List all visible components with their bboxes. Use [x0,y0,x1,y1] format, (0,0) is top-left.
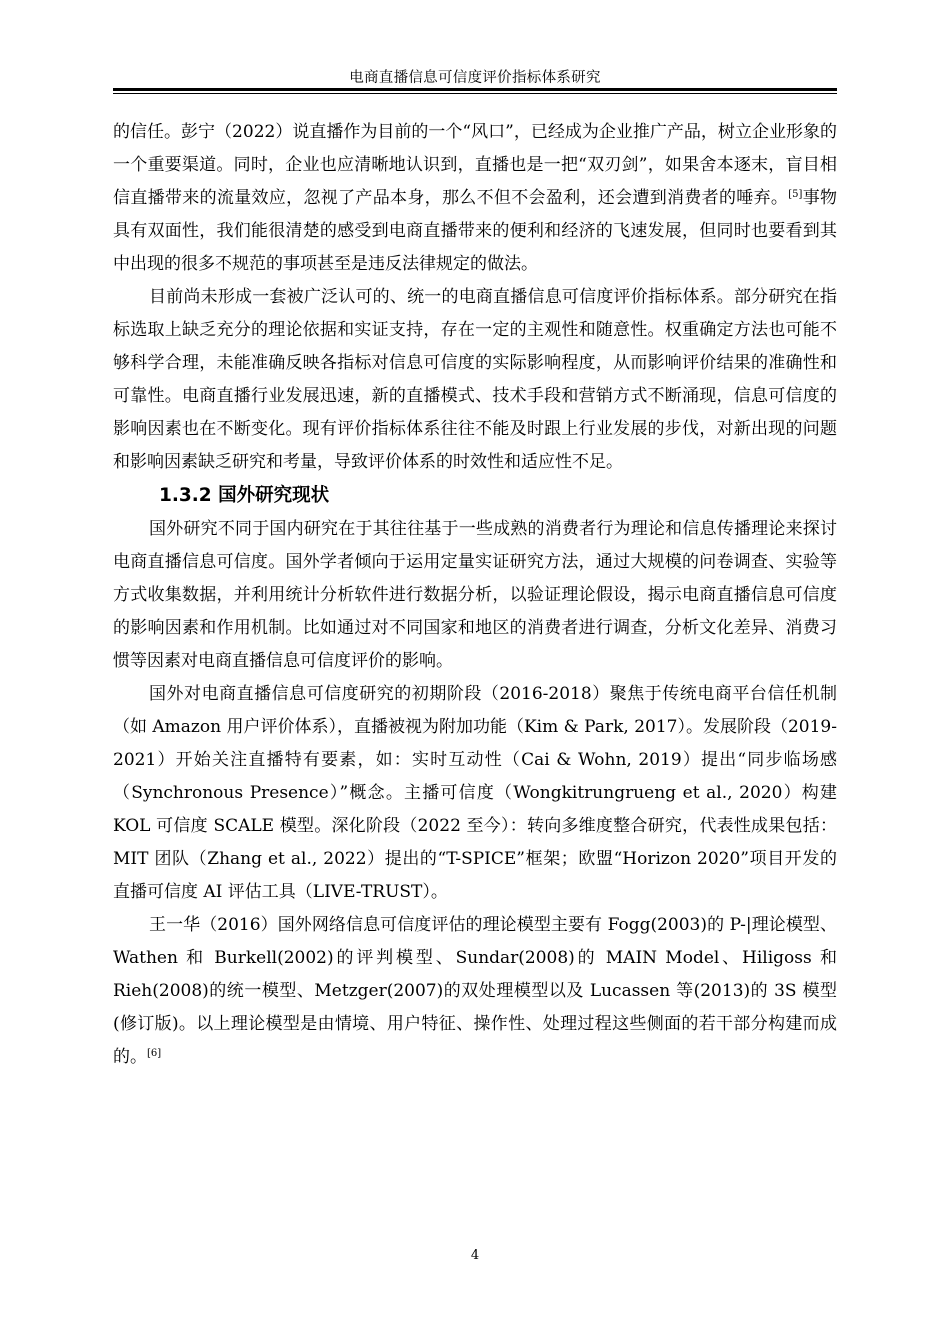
paragraph-text: 王一华（2016）国外网络信息可信度评估的理论模型主要有 Fogg(2003)的 P-|理论模型、Wathen 和 Burkell(2002)的评判模型、Sundar(2008)的 MAIN Model、Hiligoss 和 Rieh(2008)的统一模型、Metzger(2007)的双处理模型以及 Lucassen 等(2013)的 3S 模型(修订版)。以上理论模型是由情境、用户特征、操作性、处理过程这些侧面的若干部分构建而成的。 [113,915,837,1067]
paragraph: 国外研究不同于国内研究在于其往往基于一些成熟的消费者行为理论和信息传播理论来探讨电商直播信息可信度。国外学者倾向于运用定量实证研究方法，通过大规模的问卷调查、实验等方式收集数据，并利用统计分析软件进行数据分析，以验证理论假设，揭示电商直播信息可信度的影响因素和作用机制。比如通过对不同国家和地区的消费者进行调查，分析文化差异、消费习惯等因素对电商直播信息可信度评价的影响。 [113,519,837,671]
paragraph: 目前尚未形成一套被广泛认可的、统一的电商直播信息可信度评价指标体系。部分研究在指标选取上缺乏充分的理论依据和实证支持，存在一定的主观性和随意性。权重确定方法也可能不够科学合理，未能准确反映各指标对信息可信度的实际影响程度，从而影响评价结果的准确性和可靠性。电商直播行业发展迅速，新的直播模式、技术手段和营销方式不断涌现，信息可信度的影响因素也在不断变化。现有评价指标体系往往不能及时跟上行业发展的步伐，对新出现的问题和影响因素缺乏研究和考量，导致评价体系的时效性和适应性不足。 [113,287,837,472]
paragraph-text: 事物具有双面性，我们能很清楚的感受到电商直播带来的便利和经济的飞速发展，但同时也要看到其中出现的很多不规范的事项甚至是违反法律规定的做法。 [113,188,838,274]
citation-ref[interactable]: [5] [788,189,803,200]
paragraph: 国外对电商直播信息可信度研究的初期阶段（2016-2018）聚焦于传统电商平台信任机制（如 Amazon 用户评价体系），直播被视为附加功能（Kim & Park, 2017）。发展阶段（2019-2021）开始关注直播特有要素，如：实时互动性（Cai & Wohn, 2019）提出“同步临场感（Synchronous Presence）”概念。主播可信度（Wongkitrungrueng et al., 2020）构建 KOL 可信度 SCALE 模型。深化阶段（2022 至今）：转向多维度整合研究，代表性成果包括：MIT 团队（Zhang et al., 2022）提出的“T-SPICE”框架；欧盟“Horizon 2020”项目开发的直播可信度 AI 评估工具（LIVE-TRUST）。 [113,684,837,902]
paragraph-text: 的信任。彭宁（2022）说直播作为目前的一个“风口”，已经成为企业推广产品，树立企业形象的一个重要渠道。同时，企业也应清晰地认识到，直播也是一把“双刃剑”，如果舍本逐末，盲目相信直播带来的流量效应，忽视了产品本身，那么不但不会盈利，还会遭到消费者的唾弃。 [113,122,837,208]
header-rule-thin [113,93,837,94]
citation-ref[interactable]: [6] [147,1048,162,1059]
section-heading: 1.3.2 国外研究现状 [159,485,330,506]
page-body [113,116,837,1074]
page-number: 4 [470,1248,480,1263]
paragraph-continuation [113,116,837,281]
paragraph [113,909,837,1074]
header-rule-thick [113,88,837,91]
running-header-title: 电商直播信息可信度评价指标体系研究 [349,70,601,86]
